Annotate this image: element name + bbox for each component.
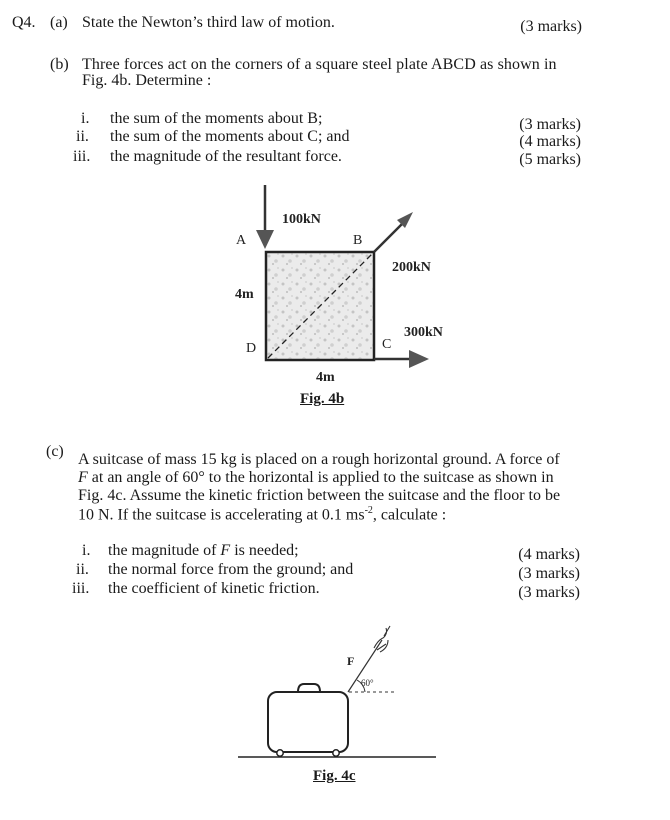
force-label-100kn: 100kN: [282, 212, 321, 227]
corner-label-a: A: [236, 233, 247, 248]
part-b-item-text: the magnitude of the resultant force.: [110, 148, 342, 165]
part-c-line1: A suitcase of mass 15 kg is placed on a rough horizontal ground. A force of: [78, 451, 560, 468]
part-b-item-text: the sum of the moments about C; and: [110, 128, 350, 145]
suitcase: [268, 692, 348, 752]
suitcase-wheel: [333, 750, 339, 756]
force-f-label: F: [347, 654, 355, 668]
part-c-item-text: the magnitude of F is needed;: [108, 542, 299, 559]
part-b-item-text: the sum of the moments about B;: [110, 110, 323, 127]
side-label-left: 4m: [235, 287, 254, 302]
force-variable: F: [78, 469, 88, 486]
part-c-item-num: iii.: [72, 580, 90, 597]
part-c-line4-post: , calculate :: [372, 506, 447, 524]
question-number: Q4.: [12, 14, 36, 31]
part-c-item-text: the coefficient of kinetic friction.: [108, 580, 320, 597]
part-c-item-num: ii.: [76, 561, 89, 578]
part-b-intro-line1: Three forces act on the corners of a square steel plate ABCD as shown in: [82, 56, 557, 73]
part-a-label: (a): [50, 14, 68, 31]
part-c-item-marks: (4 marks): [518, 546, 580, 563]
corner-label-d: D: [246, 341, 257, 356]
part-c-item-marks: (3 marks): [518, 565, 580, 582]
part-c-item-num: i.: [82, 542, 91, 559]
figure-4c-caption: Fig. 4c: [313, 768, 356, 784]
corner-label-c: C: [382, 337, 392, 352]
angle-label: 60°: [361, 678, 374, 688]
part-c-line2: at an angle of 60° to the horizontal is applied to the suitcase as shown in: [91, 469, 554, 486]
part-c-line4-sup: -2: [364, 505, 373, 516]
part-c-line3: Fig. 4c. Assume the kinetic friction between the suitcase and the floor to be: [78, 487, 561, 504]
suitcase-handle: [298, 684, 320, 692]
part-b-label: (b): [50, 56, 69, 73]
part-b-item-num: iii.: [73, 148, 91, 165]
force-label-200kn: 200kN: [392, 260, 431, 275]
part-b-intro-line2: Fig. 4b. Determine :: [82, 72, 212, 89]
part-a-text: State the Newton’s third law of motion.: [82, 14, 335, 31]
part-c-label: (c): [46, 443, 64, 460]
part-b-item-num: ii.: [76, 128, 89, 145]
force-label-300kn: 300kN: [404, 325, 443, 340]
part-c-line4-pre: 10 N. If the suitcase is accelerating at 0.1 ms: [78, 506, 365, 524]
part-b-item-marks: (5 marks): [519, 151, 581, 168]
corner-label-b: B: [353, 233, 363, 248]
side-label-bottom: 4m: [316, 370, 335, 385]
figure-4b-caption: Fig. 4b: [300, 391, 345, 407]
part-a-marks: (3 marks): [520, 18, 582, 35]
part-b-item-marks: (3 marks): [519, 116, 581, 133]
part-c-item-marks: (3 marks): [518, 584, 580, 601]
part-b-item-num: i.: [81, 110, 90, 127]
part-c-item-text: the normal force from the ground; and: [108, 561, 354, 578]
suitcase-wheel: [277, 750, 283, 756]
part-b-item-marks: (4 marks): [519, 133, 581, 150]
